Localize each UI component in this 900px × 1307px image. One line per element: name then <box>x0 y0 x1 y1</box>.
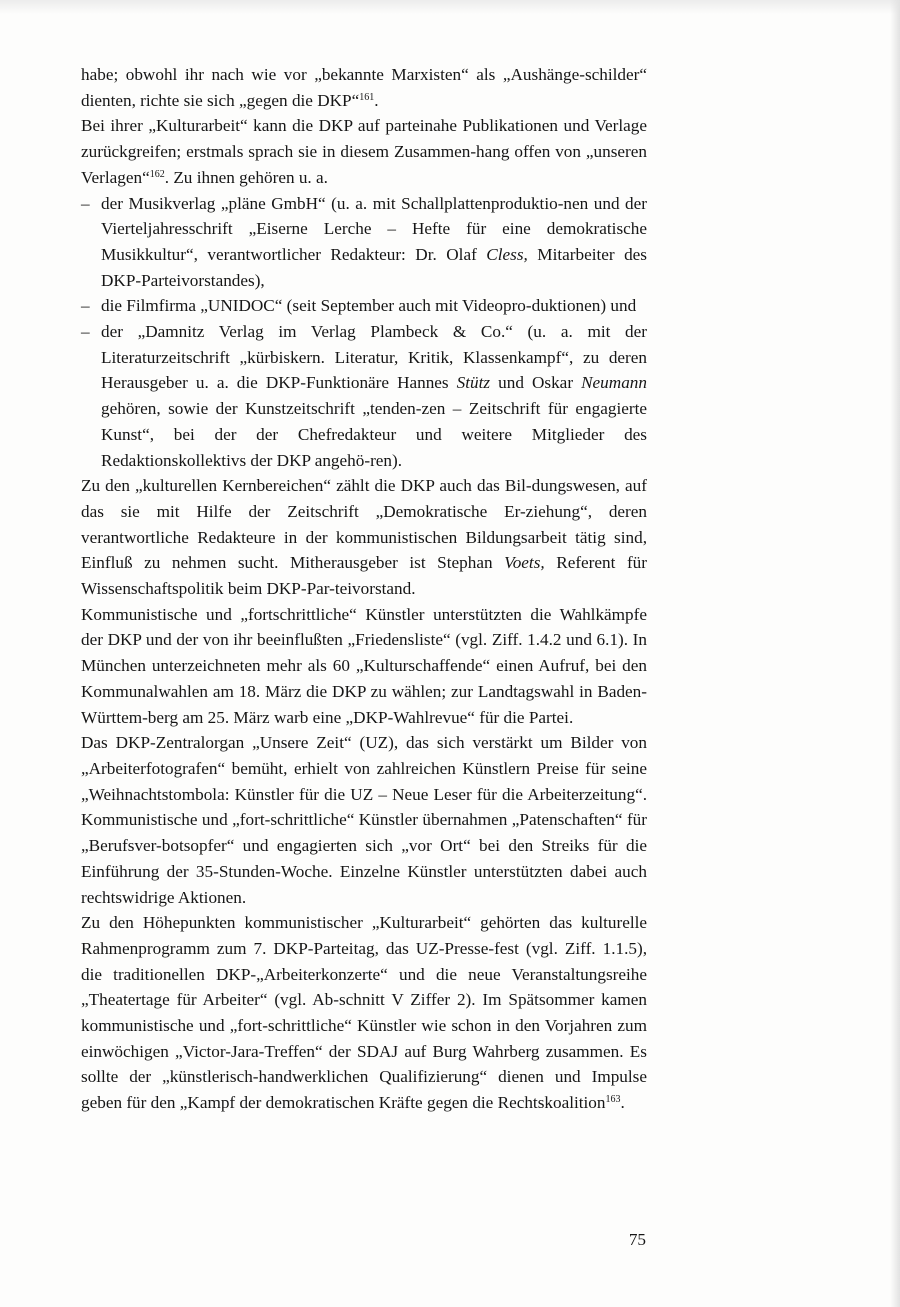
list-dash: – <box>81 322 90 342</box>
list-dash: – <box>81 193 90 213</box>
body-text <box>81 62 647 1116</box>
list-item-plaene: – der Musikverlag „pläne GmbH“ (u. a. mit Schallplattenproduktio-nen und der Vierteljahresschrift „Eiserne Lerche – Hefte für eine demokratische Musikkultur“, verantwortlicher Redakteur: Dr. Olaf Cless, Mitarbeiter des DKP-Parteivorstandes), <box>81 191 647 294</box>
footnote-ref-163: 163 <box>605 1094 621 1106</box>
list-item-damnitz: – der „Damnitz Verlag im Verlag Plambeck & Co.“ (u. a. mit der Literaturzeitschrift „kürbiskern. Literatur, Kritik, Klassenkampf“, zu deren Herausgeber u. a. die DKP-Funktionäre Hannes Stütz und Oskar Neumann gehören, sowie der Kunstzeitschrift „tenden-zen – Zeitschrift für engagierte Kunst“, bei der der Chefredakteur und weitere Mitglieder des Redaktionskollektivs der DKP angehö-ren). <box>81 319 647 473</box>
list-item-unidoc: – die Filmfirma „UNIDOC“ (seit September auch mit Videopro-duktionen) und <box>81 293 647 319</box>
scan-edge-top <box>0 0 900 14</box>
footnote-ref-161: 161 <box>359 91 375 103</box>
scan-edge-right <box>890 0 900 1307</box>
paragraph-intro: habe; obwohl ihr nach wie vor „bekannte Marxisten“ als „Aushänge-schilder“ dienten, richte sie sich „gegen die DKP“$^{161}$. Bei ihrer „Kulturarbeit“ kann die DKP auf parteinahe Publikationen und Verlage zurückgreifen; erstmals sprach sie in diesem Zusammen-hang offen von „unseren Verlagen“$^{162}$. Zu ihnen gehören u. a. <box>81 65 647 187</box>
paragraph-unsere-zeit: Das DKP-Zentralorgan „Unsere Zeit“ (UZ), das sich verstärkt um Bilder von „Arbeiterfotografen“ bemüht, erhielt von zahlreichen Künstlern Preise für seine „Weihnachtstombola: Künstler für die UZ – Neue Leser für die Arbeiterzeitung“. Kommunistische und „fort-schrittliche“ Künstler übernahmen „Patenschaften“ für „Berufsver-botsopfer“ und engagierten sich „vor Ort“ bei den Streiks für die Einführung der 35-Stunden-Woche. Einzelne Künstler unterstützten dabei auch rechtswidrige Aktionen. <box>81 733 647 907</box>
footnote-ref-162: 162 <box>149 168 165 180</box>
paragraph-hoehepunkte: Zu den Höhepunkten kommunistischer „Kulturarbeit“ gehörten das kulturelle Rahmenprogramm zum 7. DKP-Parteitag, das UZ-Presse-fest (vgl. Ziff. 1.1.5), die traditionellen DKP-„Arbeiterkonzerte“ und die neue Veranstaltungsreihe „Theatertage für Arbeiter“ (vgl. Ab-schnitt V Ziffer 2). Im Spätsommer kamen kommunistische und „fort-schrittliche“ Künstler wie schon in den Vorjahren zum einwöchigen „Victor-Jara-Treffen“ der SDAJ auf Burg Wahrberg zusammen. Es sollte der „künstlerisch-handwerklichen Qualifizierung“ dienen und Impulse geben für den „Kampf der demokratischen Kräfte gegen die Rechtskoalition$^{163}$. <box>81 913 647 1113</box>
page-number: 75 <box>628 1230 646 1249</box>
list-dash: – <box>81 296 90 316</box>
paragraph-bildungswesen: Zu den „kulturellen Kernbereichen“ zählt die DKP auch das Bil-dungswesen, auf das sie mit Hilfe der Zeitschrift „Demokratische Er-ziehung“, deren verantwortliche Redakteure in der kommunistischen Bildungsarbeit tätig sind, Einfluß zu nehmen sucht. Mitherausgeber ist Stephan Voets, Referent für Wissenschaftspolitik beim DKP-Par-teivorstand. <box>81 476 647 599</box>
paragraph-wahlkaempfe: Kommunistische und „fortschrittliche“ Künstler unterstützten die Wahlkämpfe der DKP und der von ihr beeinflußten „Friedensliste“ (vgl. Ziff. 1.4.2 und 6.1). In München unterzeichneten mehr als 60 „Kulturschaffende“ einen Aufruf, bei den Kommunalwahlen am 18. März die DKP zu wählen; zur Landtagswahl in Baden-Württem-berg am 25. März warb eine „DKP-Wahlrevue“ für die Partei. <box>81 604 647 727</box>
